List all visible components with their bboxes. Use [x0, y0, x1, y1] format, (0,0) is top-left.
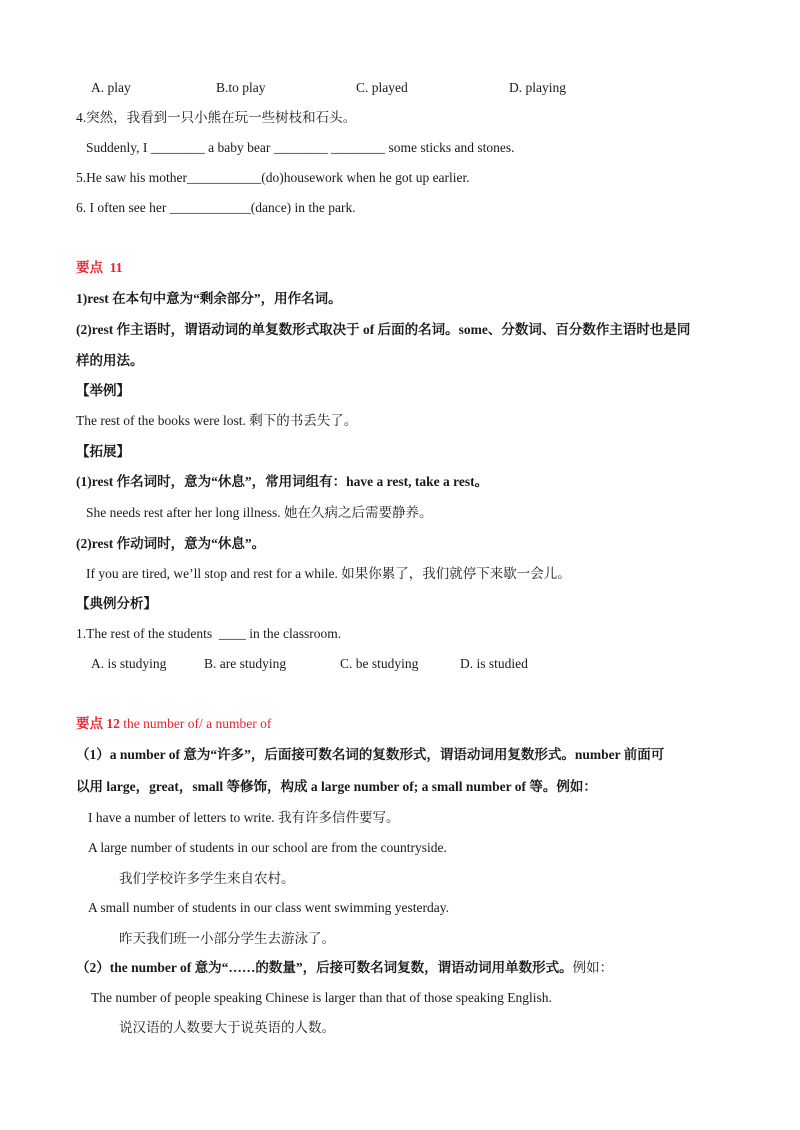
- point12-example-1: I have a number of letters to write. 我有许多信件要写。: [88, 810, 400, 825]
- point12-p2-rule: （2）the number of 意为“……的数量”，后接可数名词复数，谓语动词用单数形式。: [76, 960, 573, 975]
- point12-example-4: The number of people speaking Chinese is larger than that of those speaking English.: [91, 990, 552, 1005]
- extension-1: (1)rest 作名词时，意为“休息”，常用词组有：have a rest, take a rest。: [76, 474, 489, 489]
- point11-rule2-line1: (2)rest 作主语时，谓语动词的单复数形式取决于 of 后面的名词。some、分数词、百分数作主语时也是同: [76, 322, 691, 337]
- q4-english: Suddenly, I ________ a baby bear ________ ________ some sticks and stones.: [86, 140, 515, 155]
- example-heading: 【举例】: [76, 383, 130, 398]
- point11-rule2-line2: 样的用法。: [76, 353, 144, 368]
- q3-option-a: A. play: [91, 80, 131, 95]
- point12-title-topic: the number of/ a number of: [119, 716, 272, 731]
- point12-title-label: 要点 12: [76, 716, 120, 731]
- analysis-question-1: 1.The rest of the students ____ in the classroom.: [76, 626, 342, 641]
- point12-p1-line1: （1）a number of 意为“许多”，后面接可数名词的复数形式，谓语动词用复数形式。number 前面可: [76, 747, 665, 762]
- point12-title: [76, 714, 271, 734]
- point11-rule1: 1)rest 在本句中意为“剩余部分”，用作名词。: [76, 291, 342, 306]
- point12-p2-suffix: 例如：: [572, 960, 614, 975]
- extension-2: (2)rest 作动词时，意为“休息”。: [76, 536, 266, 551]
- extension-2-example: If you are tired, we’ll stop and rest for a while. 如果你累了，我们就停下来歇一会儿。: [86, 566, 571, 581]
- point12-example-2-translation: 我们学校许多学生来自农村。: [119, 871, 295, 886]
- q6: 6. I often see her ____________(dance) in the park.: [76, 200, 356, 215]
- q1-option-d: D. is studied: [460, 656, 528, 671]
- extension-1-example: She needs rest after her long illness. 她在久病之后需要静养。: [86, 505, 433, 520]
- extension-heading: 【拓展】: [76, 444, 130, 459]
- q1-option-a: A. is studying: [91, 656, 167, 671]
- point12-example-3: A small number of students in our class went swimming yesterday.: [88, 900, 449, 915]
- point11-title: 要点 11: [76, 260, 123, 275]
- point12-p1-line2: 以用 large，great，small 等修饰，构成 a large number of; a small number of 等。例如：: [76, 779, 597, 794]
- point12-example-2: A large number of students in our school are from the countryside.: [88, 840, 447, 855]
- q1-option-b: B. are studying: [204, 656, 287, 671]
- q3-option-d: D. playing: [509, 80, 566, 95]
- q1-option-c: C. be studying: [340, 656, 419, 671]
- point12-example-4-translation: 说汉语的人数要大于说英语的人数。: [119, 1020, 335, 1035]
- q3-option-b: B.to play: [216, 80, 266, 95]
- q4-chinese: 4.突然，我看到一只小熊在玩一些树枝和石头。: [76, 110, 357, 125]
- q3-option-c: C. played: [356, 80, 408, 95]
- q5: 5.He saw his mother___________(do)housework when he got up earlier.: [76, 170, 470, 185]
- example-sentence: The rest of the books were lost. 剩下的书丢失了。: [76, 413, 358, 428]
- point12-p2: [76, 958, 613, 978]
- point12-example-3-translation: 昨天我们班一小部分学生去游泳了。: [119, 931, 335, 946]
- analysis-heading: 【典例分析】: [76, 596, 157, 611]
